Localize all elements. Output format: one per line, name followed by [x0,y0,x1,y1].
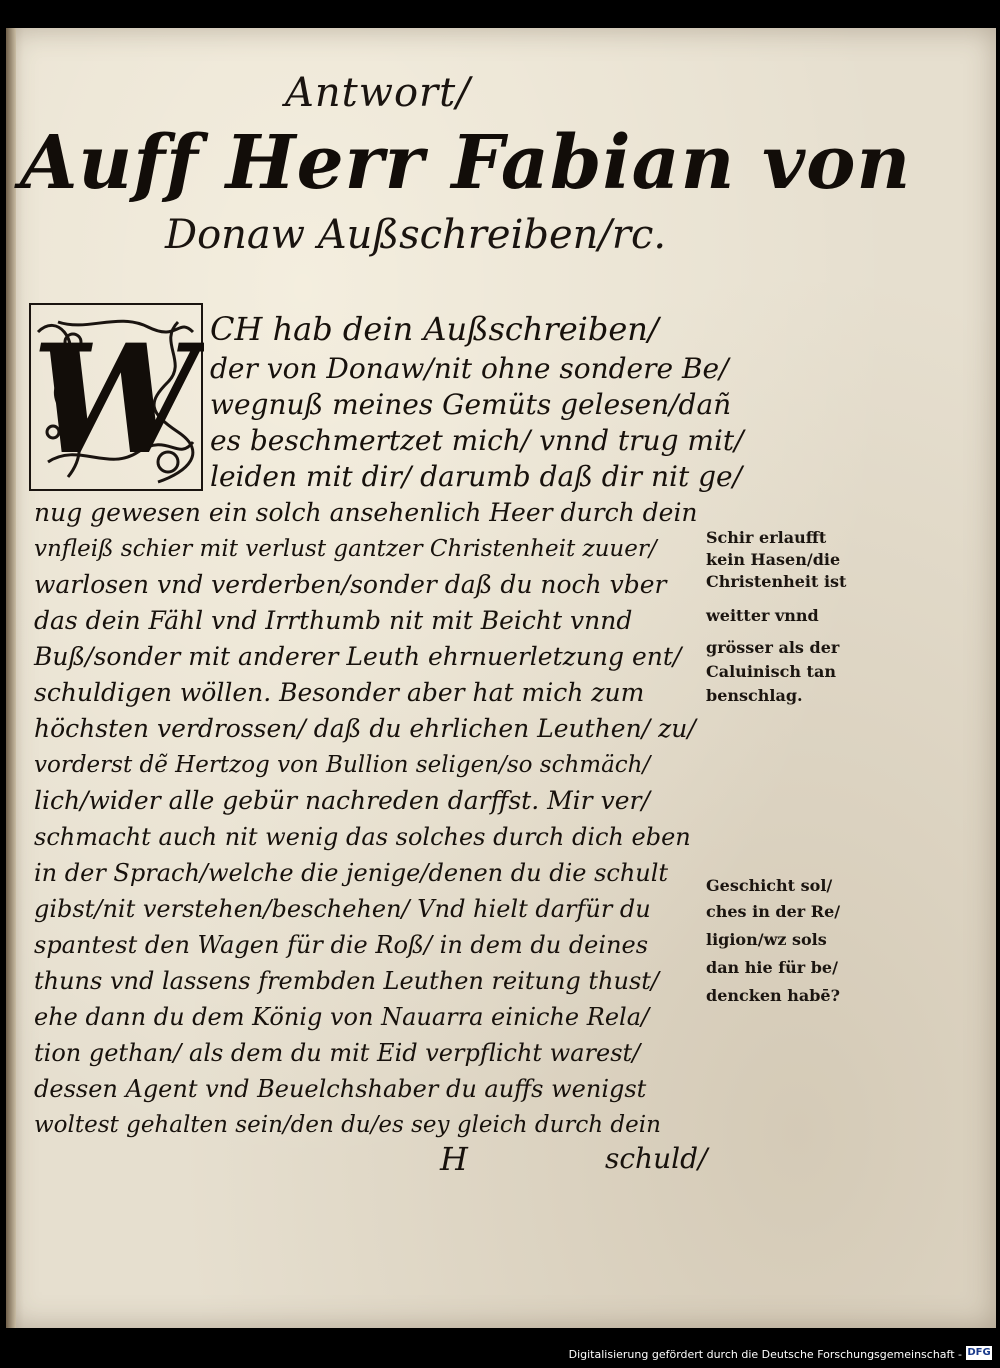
body-line: in der Sprach/welche die jenige/denen du die schult [34,859,669,887]
margin-note-line: dencken habē? [706,986,840,1005]
body-line: Buß/sonder mit anderer Leuth ehrnuerletzung ent/ [34,642,682,671]
body-line: vorderst dẽ Hertzog von Bullion seligen/so schmäch/ [34,752,651,778]
heading-line-1: Antwort/ [285,70,471,116]
margin-note-line: Schir erlaufft [706,528,827,547]
margin-note-line: Christenheit ist [706,572,847,591]
body-line: gibst/nit verstehen/beschehen/ Vnd hielt darfür du [34,895,651,923]
body-line: der von Donaw/nit ohne sondere Be/ [210,352,729,385]
body-line: ehe dann du dem König von Nauarra einiche Rela/ [34,1003,650,1031]
margin-note-line: benschlag. [706,686,803,705]
margin-note-line: weitter vnnd [706,606,819,625]
body-line: thuns vnd lassens frembden Leuthen reitung thust/ [34,967,660,995]
heading-line-3: Donaw Außschreiben/rc. [165,212,667,258]
dfg-logo: DFG [967,1347,991,1358]
margin-note-line: ligion/wz sols [706,930,827,949]
margin-note-line: grösser als der [706,638,840,657]
footer-credit: Digitalisierung gefördert durch die Deutsche Forschungsgemeinschaft - [568,1348,962,1361]
body-line: höchsten verdrossen/ daß du ehrlichen Leuthen/ zu/ [34,714,696,743]
body-line: das dein Fähl vnd Irrthumb nit mit Beicht vnnd [34,606,633,635]
body-line: nug gewesen ein solch ansehenlich Heer durch dein [34,498,698,527]
body-line: es beschmertzet mich/ vnnd trug mit/ [210,424,744,457]
catchword: schuld/ [605,1142,708,1175]
body-line: schuldigen wöllen. Besonder aber hat mich zum [34,678,645,707]
signature-mark: H [440,1140,468,1178]
margin-note-line: ches in der Re/ [706,902,841,921]
footer-bar [0,1338,1000,1368]
body-line: dessen Agent vnd Beuelchshaber du auffs wenigst [34,1075,647,1103]
body-line: schmacht auch nit wenig das solches durch dich eben [34,823,691,851]
heading-line-2: Auff Herr Fabian von [20,120,912,206]
body-line: woltest gehalten sein/den du/es sey gleich durch dein [34,1112,661,1138]
margin-note-line: dan hie für be/ [706,958,838,977]
body-line: CH hab dein Außschreiben/ [210,310,659,348]
body-line: wegnuß meines Gemüts gelesen/dañ [210,388,732,421]
body-line: warlosen vnd verderben/sonder daß du noch vber [34,570,667,599]
body-line: leiden mit dir/ darumb daß dir nit ge/ [210,460,743,493]
body-line: tion gethan/ als dem du mit Eid verpflicht warest/ [34,1039,641,1067]
body-line: lich/wider alle gebür nachreden darffst. Mir ver/ [34,786,650,815]
initial-letter: W [31,312,201,488]
body-line: spantest den Wagen für die Roß/ in dem du deines [34,931,649,959]
margin-note-line: Caluinisch tan [706,662,836,681]
margin-note-line: kein Hasen/die [706,550,841,569]
body-line: vnfleiß schier mit verlust gantzer Christenheit zuuer/ [34,536,657,562]
margin-note-line: Geschicht sol/ [706,876,833,895]
